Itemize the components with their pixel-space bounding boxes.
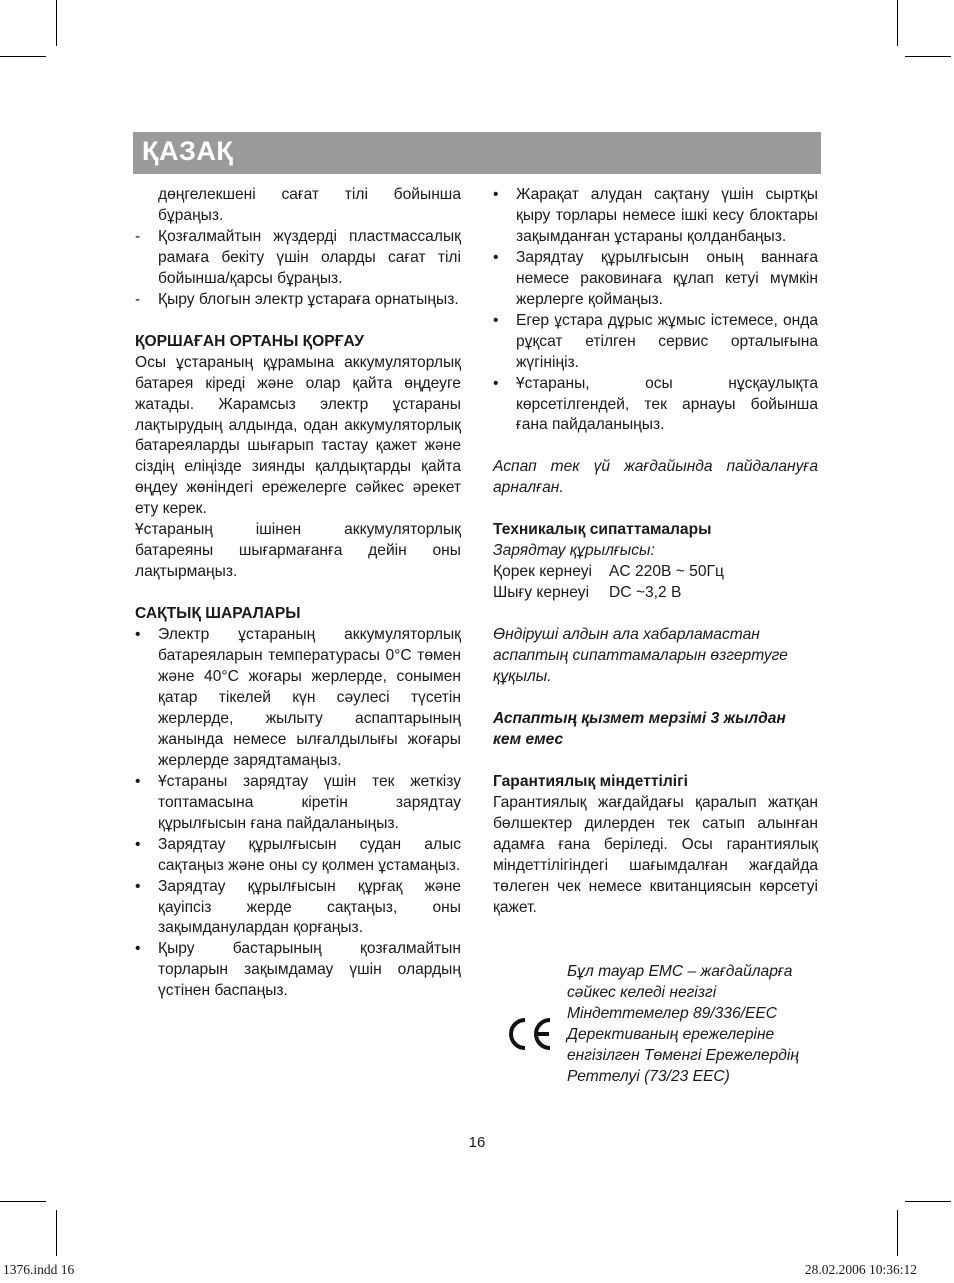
list-item: дөңгелекшені сағат тілі бойынша бұраңыз.	[158, 186, 461, 224]
list-item: • Қыру бастарының қозғалмайтын торларын зақымдамау үшін олардың үстінен баспаңыз.	[135, 940, 461, 1000]
environment-paragraph: Осы ұстараның құрамына аккумуляторлық батарея кіреді және олар қайта өңдеуге жатады. Жарамсыз электр ұстараны лақтырудың алдында, одан аккумуляторлық батареяларды шығарып тастау қажет және сіздің еліңізде зиянды қалдықтарды қайта өңдеу жөніндегі ережелерге сәйкес әрекет ету керек.	[135, 353, 461, 518]
right-column	[493, 185, 818, 919]
crop-mark	[897, 1210, 898, 1256]
list-item: • Зарядтау құрылғысын құрғақ және қауіпсіз жерде сақтаңыз, оны зақымданулардан қорғаңыз.	[135, 877, 461, 937]
bullet-icon: •	[135, 940, 141, 958]
crop-mark	[905, 56, 951, 57]
list-item: - Қозғалмайтын жүздерді пластмассалық рамаға бекіту үшін оларды сағат тілі бойынша/қарсы бұраңыз.	[135, 227, 461, 287]
bullet-icon: •	[135, 772, 141, 790]
page-number: 16	[468, 1134, 486, 1151]
environment-paragraph: Ұстараның ішінен аккумуляторлық батареяны шығармағанға дейін оны лақтырмаңыз.	[135, 521, 461, 581]
crop-mark	[56, 1210, 57, 1256]
bullet-icon: •	[493, 248, 499, 266]
bullet-icon: •	[135, 835, 141, 853]
dash-marker: -	[135, 227, 141, 245]
ce-compliance-block	[493, 962, 818, 1112]
crop-mark	[905, 1201, 951, 1202]
list-item: • Жарақат алудан сақтану үшін сыртқы қыру торлары немесе ішкі кесу блоктары зақымданған ұстараны қолданбаңыз.	[493, 186, 818, 245]
bullet-icon: •	[493, 374, 499, 392]
service-life-note: Аспаптың қызмет мерзімі 3 жылдан кем емес	[493, 710, 786, 748]
spec-value: DC ~3,2 В	[609, 584, 682, 602]
household-use-note: Аспап тек үй жағдайында пайдалануға арналған.	[493, 458, 818, 497]
spec-row	[493, 562, 818, 583]
crop-mark	[897, 0, 898, 46]
section-heading-safety: САҚТЫҚ ШАРАЛАРЫ	[135, 605, 301, 623]
language-title: ҚАЗАҚ	[142, 136, 234, 166]
dash-marker: -	[135, 290, 141, 308]
bullet-icon: •	[493, 186, 499, 203]
crop-mark	[0, 56, 46, 57]
spec-row	[493, 583, 818, 604]
section-heading-specifications: Техникалық сипаттамалары	[493, 521, 712, 539]
charger-label: Зарядтау құрылғысы:	[493, 542, 655, 560]
bullet-icon: •	[135, 877, 141, 895]
footer-timestamp: 28.02.2006 10:36:12	[804, 1262, 917, 1277]
list-item: - Қыру блогын электр ұстараға орнатыңыз.	[135, 290, 461, 311]
manufacturer-note: Өндіруші алдын ала хабарламастан аспаптың сипаттамаларын өзгертуге құқылы.	[493, 626, 788, 686]
crop-mark	[56, 0, 57, 46]
bullet-icon: •	[135, 626, 141, 644]
list-item: • Электр ұстараның аккумуляторлық батареяларын температурасы 0°С төмен және 40°С жоғары жерлерде, сонымен қатар тікелей күн сәулесі түсетін жерлерде, жылыту аспаптарының жанында немесе ылғалдылығы жоғары жерлерде зарядтамаңыз.	[135, 626, 461, 769]
left-column	[135, 185, 461, 1002]
ce-mark-icon	[503, 1014, 553, 1054]
spec-label: Қорек кернеуі	[493, 563, 592, 581]
footer-file-name: 1376.indd 16	[3, 1262, 75, 1277]
list-item: • Ұстараны зарядтау үшін тек жеткізу топтамасына кіретін зарядтау құрылғысын ғана пайдаланыңыз.	[135, 772, 461, 832]
section-heading-environment: ҚОРШАҒАН ОРТАНЫ ҚОРҒАУ	[135, 332, 364, 350]
bullet-icon: •	[493, 311, 499, 329]
section-heading-warranty: Гарантиялық міндеттілігі	[493, 772, 688, 790]
warranty-paragraph: Гарантиялық жағдайдағы қаралып жатқан бөлшектер дилерден тек сатып алынған адамға ғана беріледі. Осы гарантиялық міндеттілігіндегі шағымдалған жағдайда төлеген чек немесе квитанциясын көрсетуі қажет.	[493, 793, 818, 916]
ce-compliance-text: Бұл тауар ЕМС – жағдайларға сәйкес келеді негізгі Міндеттемелер 89/336/ЕЕС Дерективаның ережелеріне енгізілген Төменгі Ережелердің Реттелуі (73/23 ЕЕС)	[567, 963, 799, 1085]
list-item: • Зарядтау құрылғысын оның ваннаға немесе раковинаға құлап кетуі мүмкін жерлерге қоймаңыз.	[493, 248, 818, 308]
list-item: • Егер ұстара дұрыс жұмыс істемесе, онда рұқсат етілген сервис орталығына жүгініңіз.	[493, 311, 818, 371]
spec-value: AC 220В ~ 50Гц	[609, 563, 724, 581]
spec-label: Шығу кернеуі	[493, 584, 590, 602]
list-item: • Ұстараны, осы нұсқаулықта көрсетілгендей, тек арнауы бойынша ғана пайдаланыңыз.	[493, 374, 818, 434]
language-header-bar	[133, 132, 821, 174]
crop-mark	[0, 1201, 46, 1202]
list-item: • Зарядтау құрылғысын судан алыс сақтаңыз және оны су қолмен ұстамаңыз.	[135, 835, 461, 874]
